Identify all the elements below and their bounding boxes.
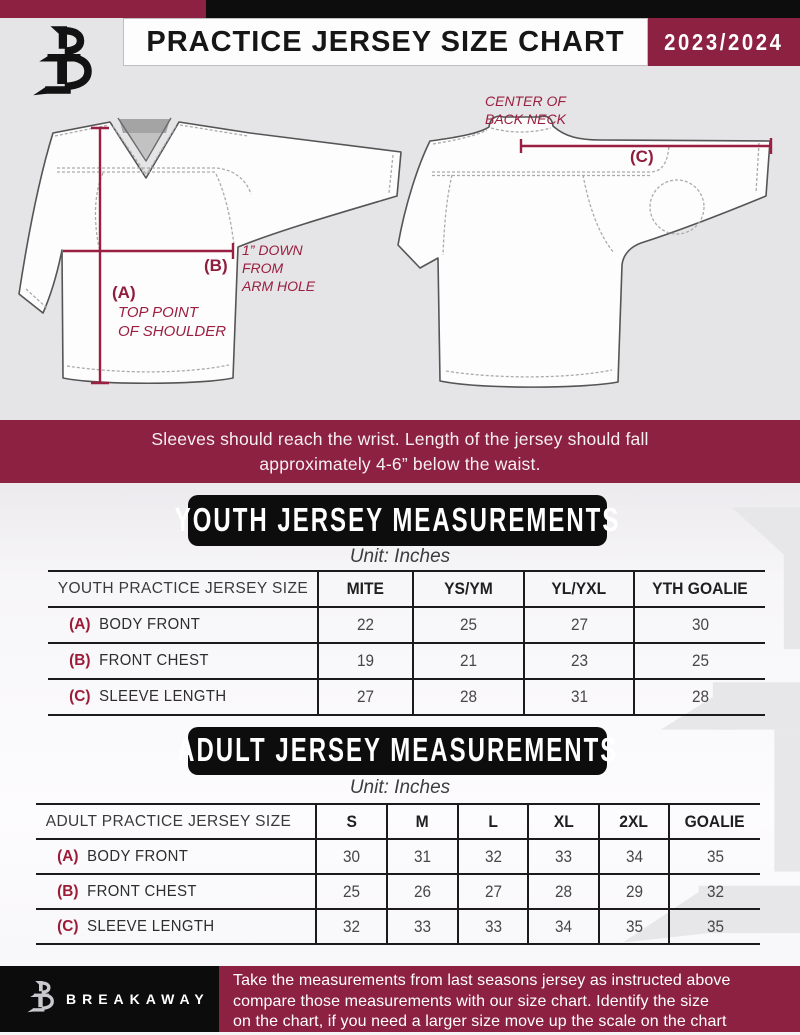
tables-section (0, 483, 800, 1035)
page-title: PRACTICE JERSEY SIZE CHART (146, 25, 625, 58)
instruction-banner (0, 420, 800, 483)
measure-c-label: (C) (630, 147, 654, 166)
adult-size-column-header: ADULT PRACTICE JERSEY SIZE (45, 812, 292, 830)
back-neck-caption: CENTER OF BACK NECK (485, 93, 566, 127)
season-label: 2023/2024 (664, 28, 784, 55)
armhole-caption: 1” DOWN FROM ARM HOLE (242, 242, 316, 294)
youth-section-title: YOUTH JERSEY MEASUREMENTS (174, 501, 621, 539)
adult-size-table (36, 803, 760, 945)
column-header-2xl: 2XL (619, 811, 649, 831)
table-row: (B) FRONT CHEST 25 26 27 28 29 32 (36, 875, 760, 910)
table-row: (A) BODY FRONT 30 31 32 33 34 35 (36, 840, 760, 875)
adult-section-title: ADULT JERSEY MEASUREMENTS (176, 732, 619, 769)
column-header-ysym: YS/YM (444, 579, 493, 598)
season-badge (648, 18, 800, 66)
measure-a-label: (A) (112, 283, 136, 302)
footer-note-line-1: Take the measurements from last seasons jersey as instructed above (233, 972, 731, 989)
header-black-strip (206, 0, 800, 18)
jersey-diagrams (0, 95, 800, 405)
adult-table-header-row (36, 805, 760, 840)
column-header-goalie: GOALIE (685, 811, 745, 831)
column-header-yth-goalie: YTH GOALIE (652, 579, 748, 598)
youth-size-column-header: YOUTH PRACTICE JERSEY SIZE (57, 580, 309, 597)
column-header-xl: XL (553, 811, 574, 831)
youth-table-header-row (48, 572, 765, 608)
table-row: (B) FRONT CHEST 19 21 23 25 (48, 644, 765, 680)
measure-b-label: (B) (204, 256, 228, 275)
brand-name: BREAKAWAY (66, 991, 210, 1007)
shoulder-caption: TOP POINT OF SHOULDER (118, 304, 227, 340)
table-row: (C) SLEEVE LENGTH 27 28 31 28 (48, 680, 765, 716)
breakaway-monogram-footer (24, 980, 56, 1018)
header-maroon-strip (0, 0, 206, 18)
footer-note-line-2: compare those measurements with our size chart. Identify the size (233, 992, 710, 1010)
back-jersey-diagram (398, 116, 770, 387)
title-banner (123, 18, 648, 66)
youth-size-table (48, 570, 765, 716)
table-row: (C) SLEEVE LENGTH 32 33 33 34 35 35 (36, 910, 760, 945)
column-header-ylyxl: YL/YXL (551, 579, 607, 598)
column-header-l: L (488, 811, 498, 831)
column-header-m: M (415, 811, 430, 831)
youth-unit-label: Unit: Inches (349, 546, 451, 567)
column-header-s: S (346, 811, 357, 831)
banner-line-1: Sleeves should reach the wrist. Length of the jersey should fall (151, 428, 649, 449)
footer-note (219, 966, 800, 1032)
footer-brand-block (0, 966, 219, 1032)
table-row: (A) BODY FRONT 22 25 27 30 (48, 608, 765, 644)
footer-note-line-3: on the chart, if you need a larger size move up the scale on the chart (233, 1013, 727, 1030)
youth-section-header (174, 495, 621, 546)
column-header-mite: MITE (346, 579, 385, 598)
adult-unit-label: Unit: Inches (349, 777, 451, 798)
adult-section-header (176, 727, 619, 775)
banner-line-2: approximately 4-6” below the waist. (259, 453, 541, 474)
